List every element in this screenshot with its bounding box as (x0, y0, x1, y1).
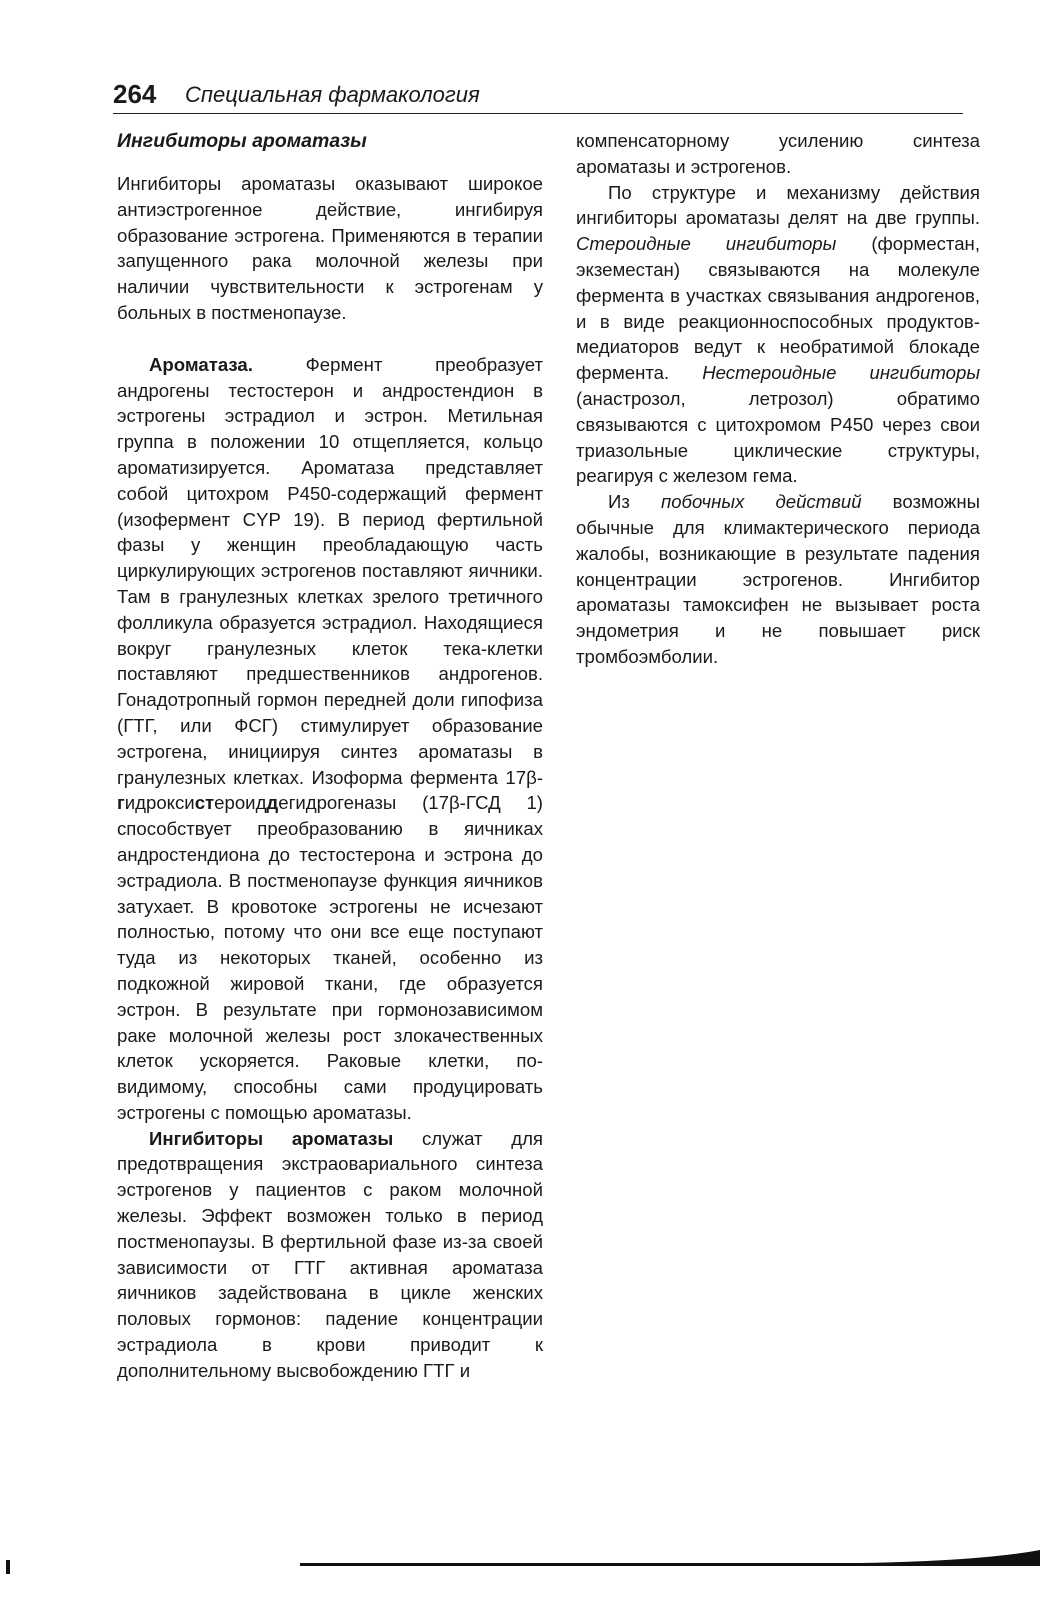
side-effects-text-b: возможны обычные для климактерического периода жалобы, возникающие в результате падения концентрации эстрогенов. Ингибитор ароматазы тамоксифен не вызывает роста эндометрия и не повышает риск тромбоэмболии. (576, 491, 980, 667)
left-column (117, 128, 543, 1384)
nonsteroid-inhibitors-term: Нестероидные ингибиторы (702, 362, 981, 384)
inhibitors-term: Ингибиторы ароматазы (149, 1127, 394, 1149)
steroid-inhibitors-term: Стероидные ингибиторы (576, 233, 837, 255)
header-rule (113, 113, 963, 114)
scan-edge-shadow (300, 1548, 1040, 1566)
aromatase-paragraph (117, 352, 543, 1126)
side-effects-term: побочных действий (660, 491, 862, 513)
page-number: 264 (113, 79, 157, 109)
groups-text-a: По структуре и механизму действия ингибиторы ароматазы делят на две группы. (576, 181, 980, 229)
bold-letters-st: ст (194, 792, 215, 814)
scan-edge-mark (6, 1560, 10, 1574)
aromatase-text-a: Фермент преобразует андрогены тестостерон и андростендион в эстрогены эстрадиол и эстрон. Метильная группа в положении 10 отщепляется, кольцо ароматизируется. Ароматаза представляет собой цитохром Р450-содержащий фермент (изофермент CYP 19). В период фертильной фазы у женщин преобладающую часть циркулирующих эстрогенов поставляют яичники. Там в гранулезных клетках зрелого третичного фолликула образуется эстрадиол. Находящиеся вокруг гранулезных клеток тека-клетки поставляют предшественников андрогенов. Гонадотропный гормон передней доли гипофиза (ГТГ, или ФСГ) стимулирует образование эстрогена, инициируя синтез ароматазы в гранулезных клетках. Изоформа фермента 17β- (117, 353, 543, 788)
intro-paragraph: Ингибиторы ароматазы оказывают широкое антиэстрогенное действие, ингибируя образование эстрогена. Применяются в терапии запущенного рака молочной железы при наличии чувствительности к эстрогенам у больных в постменопаузе. (117, 173, 543, 323)
section-heading: Ингибиторы ароматазы (117, 130, 367, 152)
inhibitors-text: служат для предотвращения экстраовариального синтеза эстрогенов у пациентов с раком молочной железы. Эффект возможен только в период постменопаузы. В фертильной фазе из-за своей зависимости от ГТГ активная ароматаза яичников задействована в цикле женских половых гормонов: падение концентрации эстрадиола в крови приводит к дополнительному высвобождению ГТГ и (117, 1127, 543, 1381)
groups-text-b: (форместан, экземестан) связываются на молекуле фермента в участках связывания андрогенов, и в виде реакционноспособных продуктов-медиаторов ведут к необратимой блокаде фермента. (576, 233, 980, 384)
side-effects-paragraph (576, 489, 980, 670)
page-header (113, 76, 963, 116)
groups-text-c: (анастрозол, летрозол) обратимо связываются с цитохромом Р450 через свои триазольные циклические структуры, реагируя с железом гема. (576, 387, 980, 487)
bold-letter-d: д (266, 792, 279, 814)
aromatase-text-c: ероид (214, 792, 267, 814)
aromatase-text-b: идрокси (124, 792, 195, 814)
aromatase-term: Ароматаза. (149, 353, 253, 375)
groups-paragraph (576, 180, 980, 490)
continuation-paragraph: компенсаторному усилению синтеза ароматазы и эстрогенов. (576, 130, 980, 177)
running-title: Специальная фармакология (185, 82, 480, 107)
bold-letter-g: г (117, 792, 125, 814)
side-effects-text-a: Из (608, 491, 661, 513)
inhibitors-paragraph (117, 1126, 543, 1384)
right-column (576, 128, 980, 670)
aromatase-text-d: егидрогеназы (17β-ГСД 1) способствует преобразованию в яичниках андростендиона до тестостерона и эстрона до эстрадиола. В постменопаузе функция яичников затухает. В кровотоке эстрогены не исчезают полностью, потому что они все еще поступают туда из некоторых тканей, особенно из подкожной жировой ткани, где образуется эстрон. В результате при гормонозависимом раке молочной железы рост злокачественных клеток ускоряется. Раковые клетки, по-видимому, способны сами продуцировать эстрогены с помощью ароматазы. (117, 792, 543, 1123)
